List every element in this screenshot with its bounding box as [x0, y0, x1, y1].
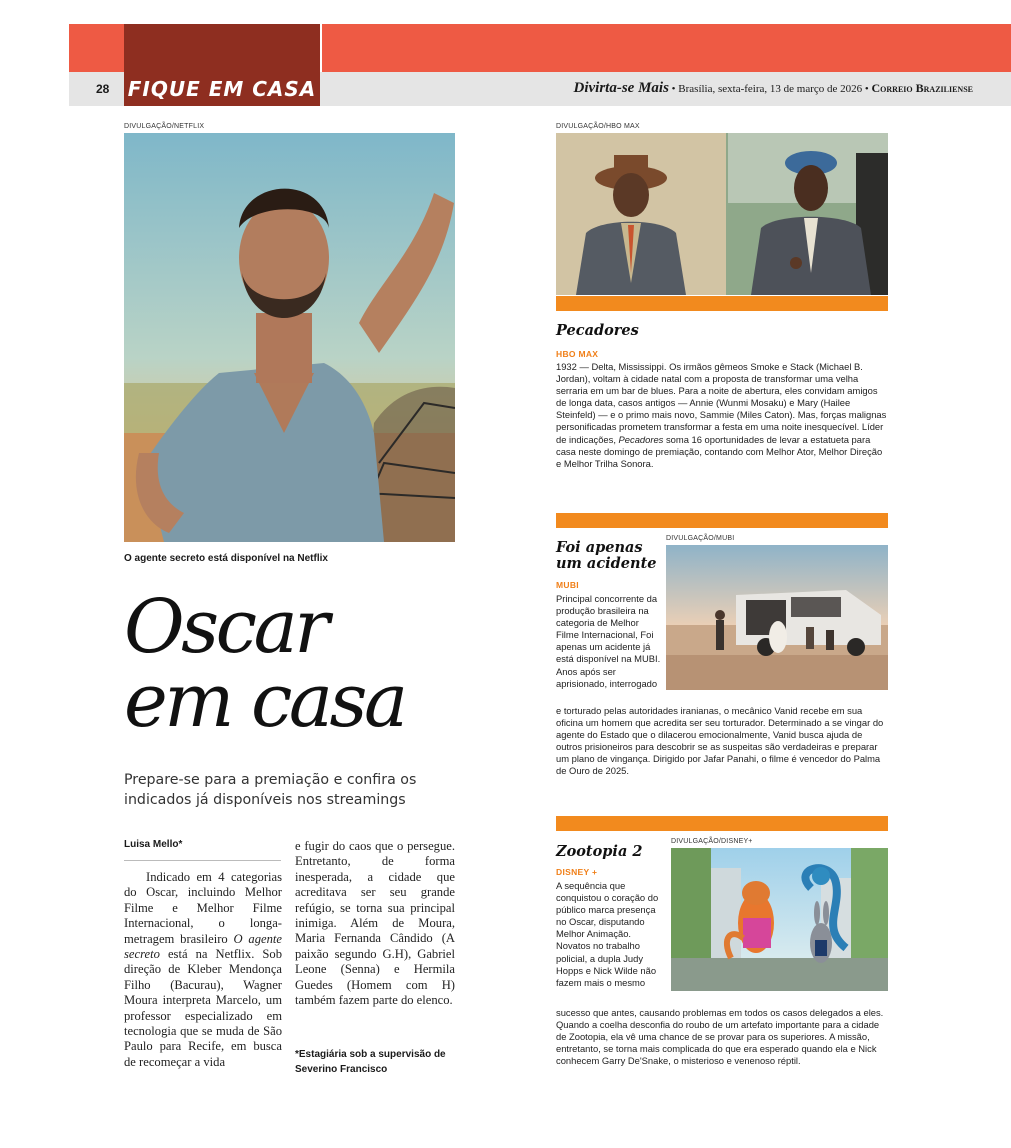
dateline: Brasília, sexta-feira, 13 de março de 2026 [678, 83, 863, 95]
film1-photo-credit: DIVULGAÇÃO/HBO MAX [556, 123, 640, 130]
body-col1-end: está na Netflix. Sob direção de Kleber Mendonça Filho (Bacurau), Wagner Moura interpreta Marcelo, um professor especializado em tecnologia que se muda de São Paulo para Recife, em busca de recomeçar a vida [124, 947, 282, 1069]
body-col2: e fugir do caos que o persegue. Entretanto, de forma inesperada, a cidade que acreditava ser seu grande refúgio, se torna sua principal inimiga. Além de Moura, Maria Fernanda Cândido (A paixão segundo G.H), Gabriel Leone (Senna) e Hermila Guedes (Homem com H) também fazem parte do elenco. [295, 839, 455, 1008]
lead-photo-caption: O agente secreto está disponível na Netflix [124, 553, 328, 564]
film3-synopsis-narrow: A sequência que conquistou o coração do público marca presença no Oscar, disputando Melhor Animação. Novatos no trabalho policial, a dupla Judy Hopps e Nick Wilde não fazem mais o mesmo [556, 880, 659, 988]
film1-platform: HBO MAX [556, 349, 599, 359]
film3-synopsis-wide: sucesso que antes, causando problemas em todos os casos delegados a eles. Quando a coelha desconfia do roubo de um artefato importante para a cidade de Zootopia, ela vê uma chance de se provar para os superiores. A missão, entretanto, se torna mais complicada do que era esperado quando ela e Nick conhecem Garry De'Snake, o misterioso e venenoso réptil. [556, 1007, 884, 1067]
footnote: *Estagiária sob a supervisão de Severino Francisco [295, 1049, 446, 1075]
subheadline: Prepare-se para a premiação e confira os indicados já disponíveis nos streamings [124, 772, 417, 808]
header-red-band-right [322, 24, 1011, 72]
supplement-name: Divirta-se Mais [573, 80, 669, 96]
film3-photo-credit: DIVULGAÇÃO/DISNEY+ [671, 838, 753, 845]
bullet-1: • [671, 83, 676, 95]
byline: Luisa Mello* [124, 839, 183, 850]
lead-body-column-2 [295, 839, 455, 1008]
section-title: FIQUE EM CASA [127, 77, 317, 101]
film2-synopsis-wide: e torturado pelas autoridades iranianas, o mecânico Vanid recebe em sua oficina um homem que acredita ser seu torturador. Determinado a se vingar do agente do Estado que o dilacerou emocionalmente, Vanid busca ajuda de outros prisioneiros para descobrir se as suspeitas são verdadeiras e preparar um plano de vingança. Dirigido por Jafar Panahi, o filme é vencedor do Palma de Ouro de 2025. [556, 705, 884, 777]
film1-text-end: soma 16 oportunidades de levar a estatueta para casa neste domingo de premiação, contando com Melhor Ator, Melhor Direção e Melhor Trilha Sonora. [556, 433, 883, 469]
film2-orange-bar [556, 513, 888, 528]
film1-orange-bar [556, 296, 888, 311]
bullet-2: • [864, 83, 869, 95]
lead-photo-credit: DIVULGAÇÃO/NETFLIX [124, 123, 205, 130]
lead-photo [124, 133, 455, 542]
page-number: 28 [96, 82, 110, 96]
film2-photo-credit: DIVULGAÇÃO/MUBI [666, 535, 735, 542]
film2-synopsis-narrow: Principal concorrente da produção brasileira na categoria de Melhor Filme Internacional, Foi apenas um acidente já está disponível na MUBI. Anos após ser aprisionado, interrogado [556, 593, 661, 689]
header-red-band-left [69, 24, 124, 72]
film2-title: Foi apenas um acidente [556, 539, 657, 572]
film3-orange-bar [556, 816, 888, 831]
film3-title: Zootopia 2 [556, 843, 643, 860]
film1-text-italic: Pecadores [618, 433, 664, 445]
film2-platform: MUBI [556, 580, 579, 590]
headline [124, 584, 405, 744]
film1-synopsis [556, 361, 888, 470]
film1-title: Pecadores [556, 322, 639, 339]
film3-photo [671, 848, 888, 991]
byline-divider [124, 860, 281, 861]
header-meta [574, 80, 974, 97]
lead-body-column-1 [124, 870, 282, 1070]
film1-photo [556, 133, 888, 295]
body-col1-italic: O agente secreto [124, 931, 282, 962]
body-col1-start: Indicado em 4 categorias do Oscar, incluindo Melhor Filme e Melhor Filme Internacional, o longa-metragem brasileiro [124, 870, 282, 946]
newspaper-name: Correio Braziliense [871, 81, 973, 95]
film3-platform: DISNEY + [556, 867, 598, 877]
headline-line-2: em casa [124, 658, 405, 744]
film1-text-start: 1932 — Delta, Mississippi. Os irmãos gêmeos Smoke e Stack (Michael B. Jordan), voltam à cidade natal com a proposta de transformar uma velha serraria em um bar de blues. Para a noite de abertura, eles convidam amigos de longa data, casos antigos — Annie (Wunmi Mosaku) e Mary (Hailee Steinfeld) — e o primo mais novo, Sammie (Miles Caton). Mas, forças malignas personificadas prometem transformar a festa em uma noite inesquecível. Líder de indicações, [556, 361, 887, 445]
headline-line-1: Oscar [124, 584, 327, 670]
film2-photo [666, 545, 888, 690]
